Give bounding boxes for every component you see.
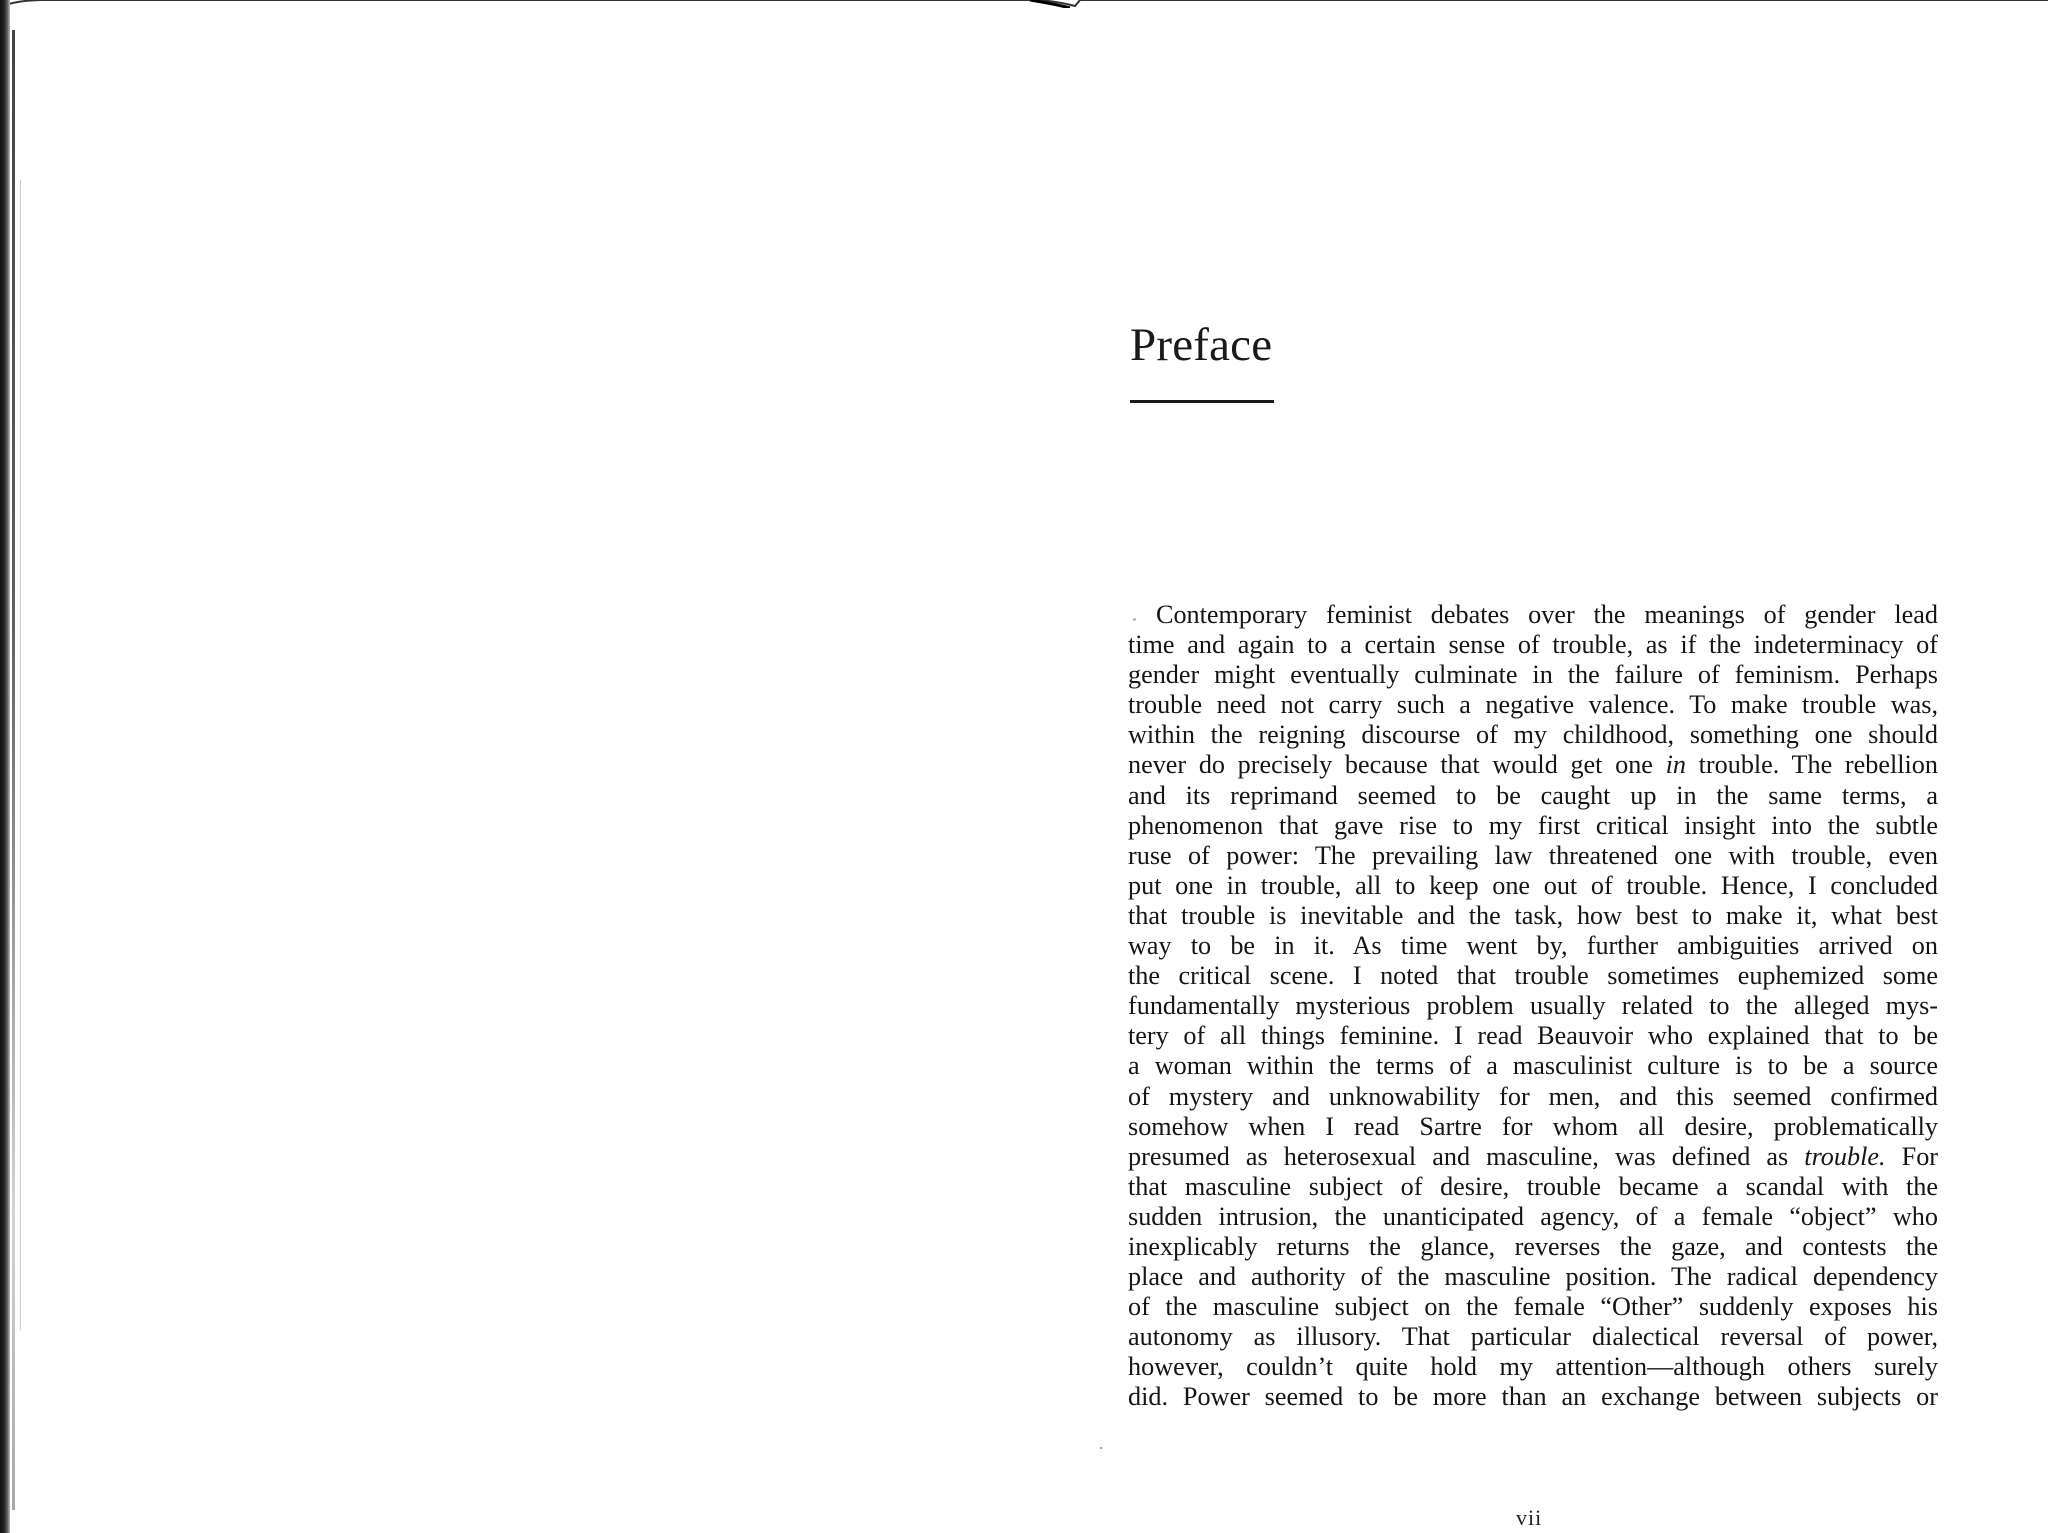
text-segment: and its reprimand seemed to be caught up in the same terms, a <box>1128 780 1938 810</box>
text-line <box>1128 600 1938 630</box>
text-line <box>1128 961 1938 991</box>
text-segment: tery of all things feminine. I read Beauvoir who explained that to be <box>1128 1021 1938 1051</box>
title-rule <box>1130 400 1274 403</box>
text-segment: a woman within the terms of a masculinist culture is to be a source <box>1128 1051 1938 1081</box>
text-segment: that trouble is inevitable and the task, how best to make it, what best <box>1128 900 1938 930</box>
text-line <box>1128 1322 1938 1352</box>
italic-word: in <box>1665 750 1686 780</box>
page-number: vii <box>1516 1505 1543 1530</box>
text-segment: inexplicably returns the glance, reverses the gaze, and contests the <box>1128 1231 1938 1261</box>
page-title: Preface <box>1130 319 1273 371</box>
text-segment: Contemporary feminist debates over the meanings of gender lead <box>1156 600 1938 629</box>
text-segment: autonomy as illusory. That particular dialectical reversal of power, <box>1128 1322 1938 1352</box>
text-line <box>1128 690 1938 720</box>
text-segment: sudden intrusion, the unanticipated agency, of a female “object” who <box>1128 1201 1938 1231</box>
text-segment: phenomenon that gave rise to my first critical insight into the subtle <box>1128 810 1938 840</box>
text-segment: that masculine subject of desire, trouble became a scandal with the <box>1128 1171 1938 1201</box>
text-line <box>1128 1352 1938 1382</box>
text-segment: way to be in it. As time went by, further ambiguities arrived on <box>1128 931 1938 961</box>
text-line <box>1128 841 1938 871</box>
text-line <box>1128 1021 1938 1051</box>
text-segment: within the reigning discourse of my childhood, something one should <box>1128 720 1938 750</box>
text-line <box>1128 1232 1938 1262</box>
scan-speck <box>1100 1447 1102 1449</box>
text-line <box>1128 1142 1938 1172</box>
text-line <box>1128 991 1938 1021</box>
text-line <box>1128 720 1938 750</box>
text-line <box>1128 660 1938 690</box>
text-line <box>1128 1082 1938 1112</box>
text-line <box>1128 1262 1938 1292</box>
text-line <box>1128 1382 1938 1412</box>
text-line <box>1128 1112 1938 1142</box>
text-segment: of mystery and unknowability for men, and this seemed confirmed <box>1128 1081 1938 1111</box>
body-paragraph <box>1128 600 1938 1413</box>
text-line <box>1128 811 1938 841</box>
text-segment: did. Power seemed to be more than an exchange between subjects or <box>1128 1382 1938 1412</box>
text-segment: For <box>1885 1141 1939 1171</box>
text-line <box>1128 1202 1938 1232</box>
text-segment: of the masculine subject on the female “Other” suddenly exposes his <box>1128 1292 1938 1322</box>
text-line <box>1128 931 1938 961</box>
right-page <box>1128 0 1948 1533</box>
text-segment: the critical scene. I noted that trouble sometimes euphemized some <box>1128 961 1938 991</box>
text-segment: trouble. The rebellion <box>1685 750 1938 780</box>
text-segment: ruse of power: The prevailing law threatened one with trouble, even <box>1128 840 1938 870</box>
text-segment: presumed as heterosexual and masculine, was defined as <box>1128 1141 1805 1171</box>
text-line <box>1128 630 1938 660</box>
text-segment: fundamentally mysterious problem usually related to the alleged mys- <box>1128 991 1938 1021</box>
binding-shadow <box>12 30 15 1510</box>
text-line <box>1128 781 1938 811</box>
text-line <box>1128 871 1938 901</box>
text-line <box>1128 750 1938 780</box>
text-segment: somehow when I read Sartre for whom all desire, problematically <box>1128 1111 1938 1141</box>
text-segment: however, couldn’t quite hold my attention—although others surely <box>1128 1352 1938 1382</box>
text-line <box>1128 901 1938 931</box>
italic-word: trouble. <box>1804 1141 1886 1171</box>
text-segment: never do precisely because that would get one <box>1128 750 1666 780</box>
text-line <box>1128 1292 1938 1322</box>
text-segment: trouble need not carry such a negative valence. To make trouble was, <box>1128 690 1938 720</box>
text-segment: put one in trouble, all to keep one out of trouble. Hence, I concluded <box>1128 870 1938 900</box>
text-segment: time and again to a certain sense of trouble, as if the indeterminacy of <box>1128 630 1938 660</box>
text-line <box>1128 1172 1938 1202</box>
text-line <box>1128 1051 1938 1081</box>
text-segment: gender might eventually culminate in the failure of feminism. Perhaps <box>1128 660 1938 690</box>
left-page-edge <box>0 0 10 1533</box>
text-segment: place and authority of the masculine position. The radical dependency <box>1128 1262 1938 1292</box>
binding-shadow-faint <box>20 180 21 1330</box>
